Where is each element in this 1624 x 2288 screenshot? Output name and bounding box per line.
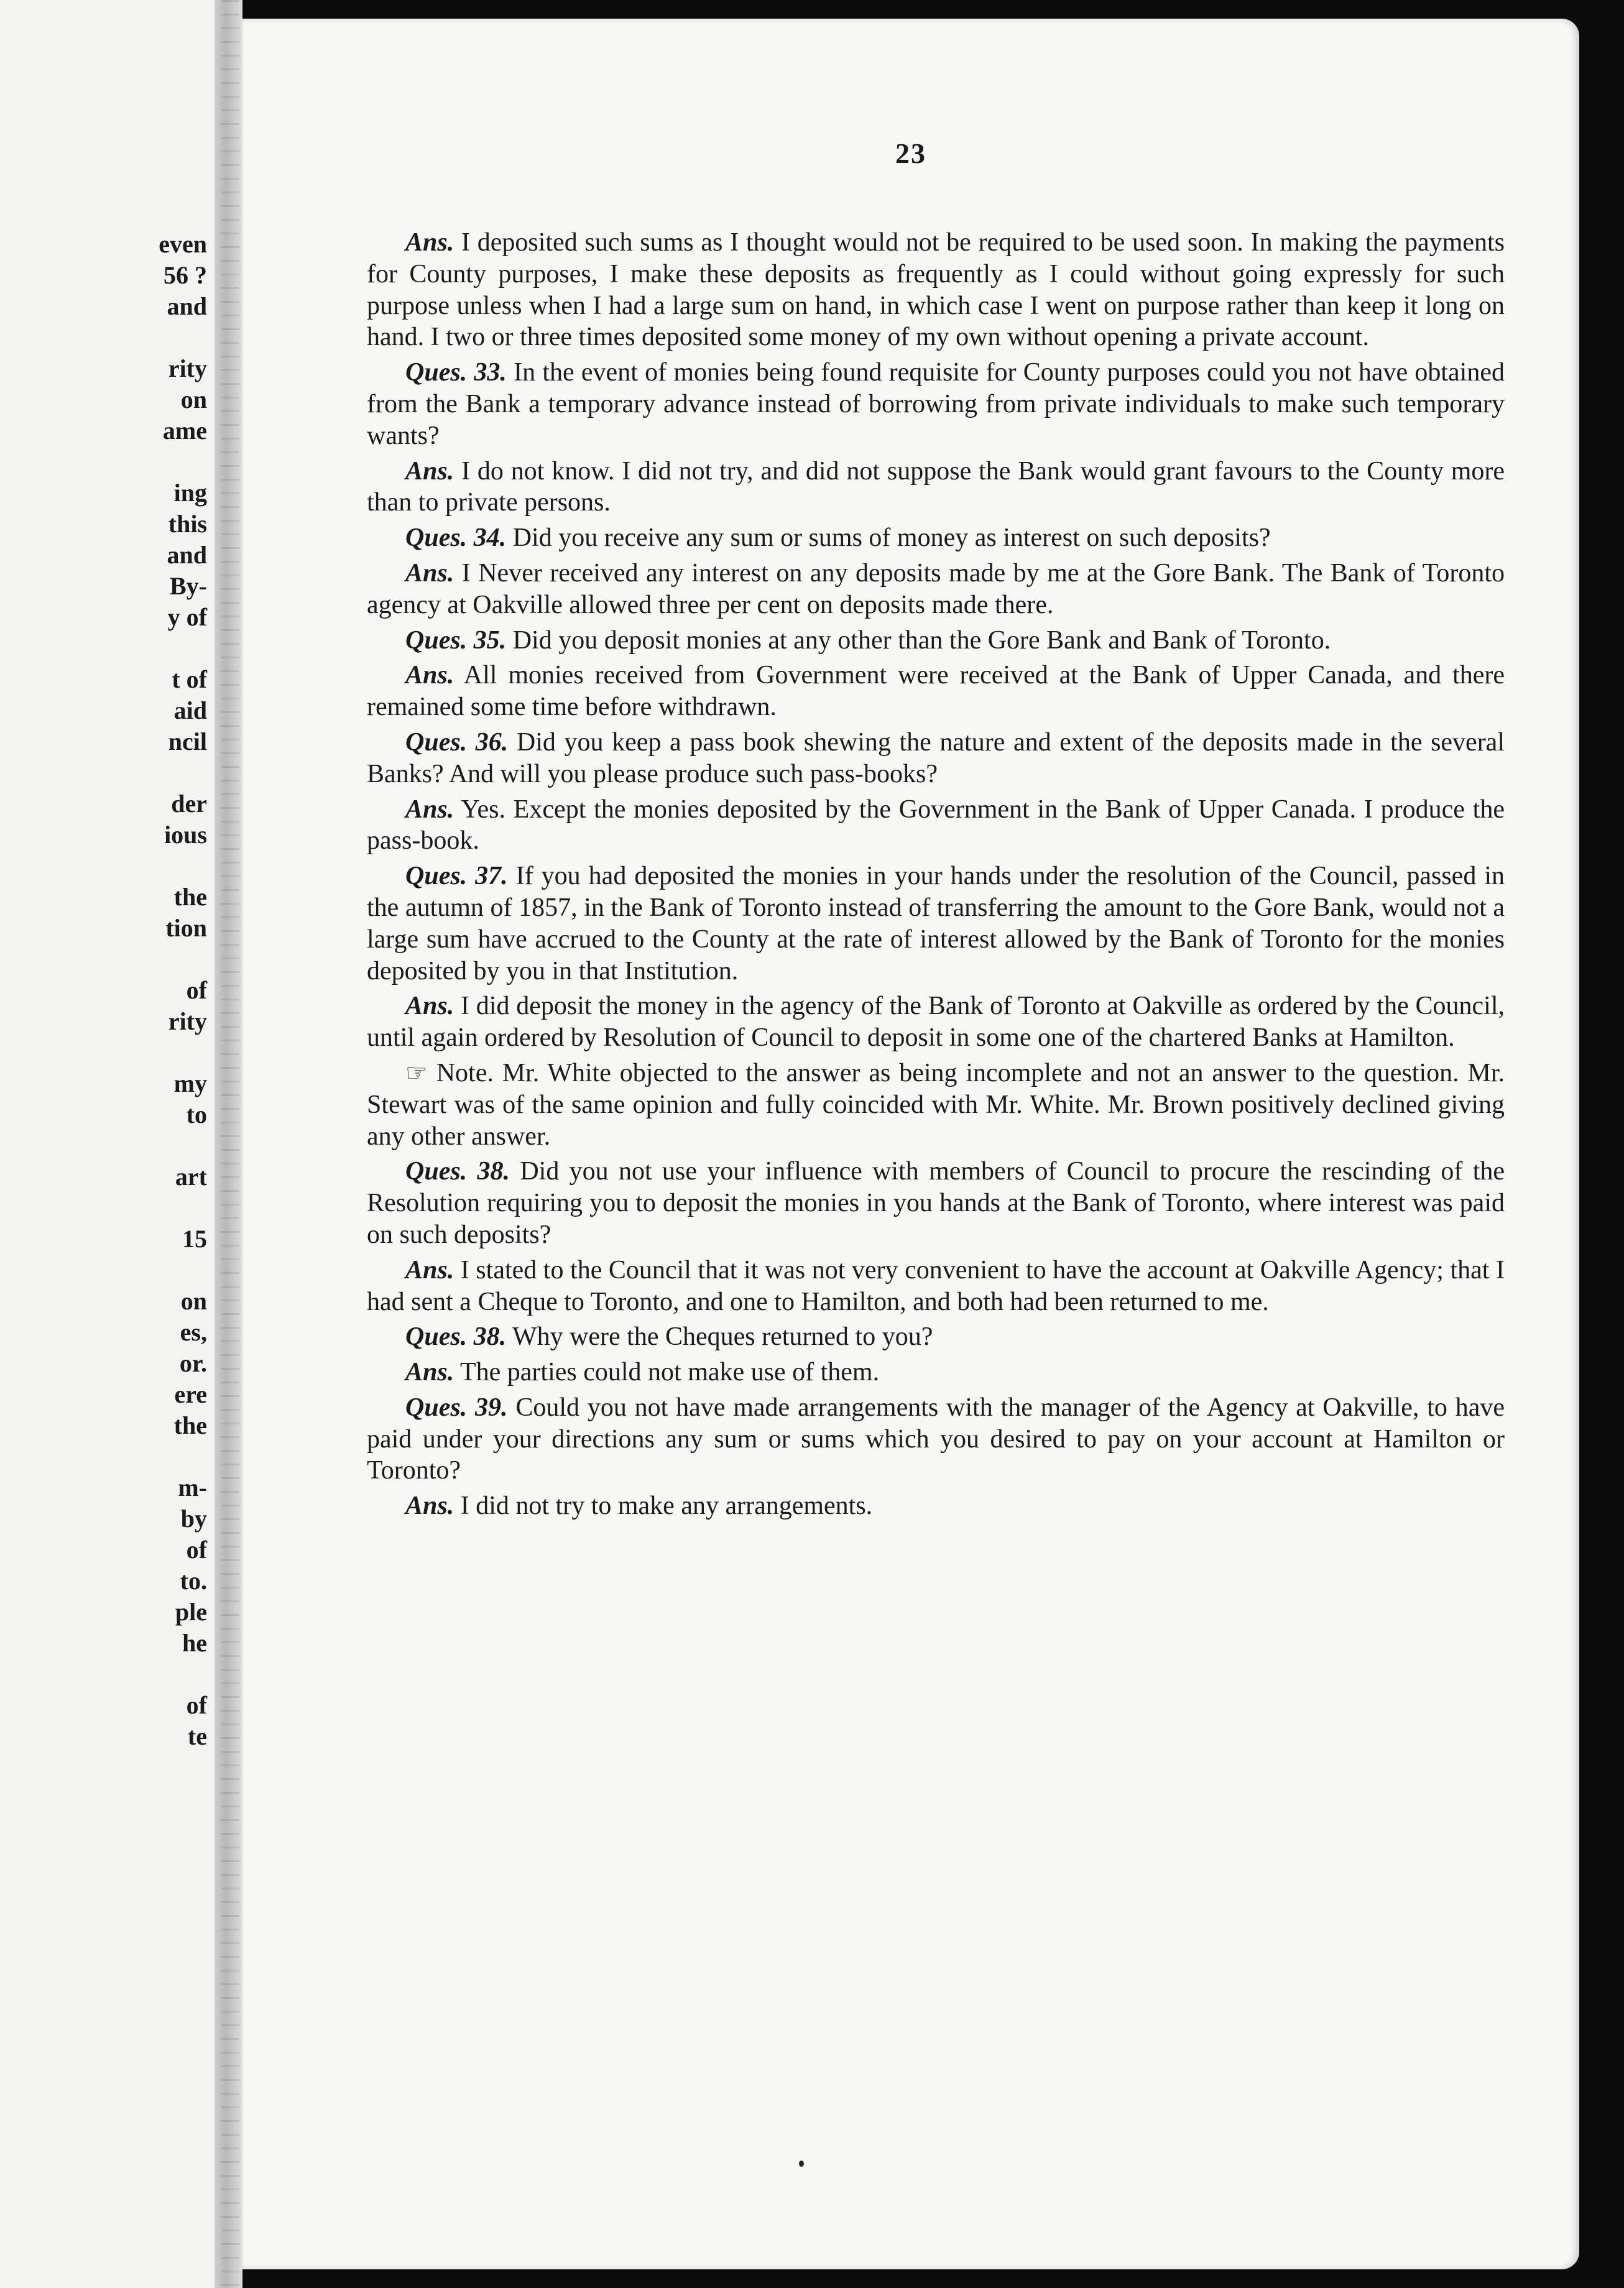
facing-page-fragment: te <box>187 1722 207 1750</box>
binding-marks <box>221 0 239 2288</box>
facing-page-fragment: By- <box>170 572 207 600</box>
pointing-hand-icon: ☞ <box>405 1058 428 1087</box>
paragraph-text: Why were the Cheques returned to you? <box>512 1322 933 1352</box>
paragraph-lead: Ques. 35. <box>405 625 507 655</box>
ink-spot <box>799 2161 804 2167</box>
facing-page-fragment: to. <box>180 1567 207 1595</box>
paragraph-lead: Ans. <box>405 558 454 588</box>
facing-page-fragment: rity <box>168 1007 207 1035</box>
paragraph-text: Did you keep a pass book shewing the nature and extent of the deposits made in the several Banks? And will you please produce such pass-books? <box>367 727 1505 788</box>
paragraph-ques-39 <box>367 1392 1505 1487</box>
paragraph-lead: Ans. <box>405 1358 454 1387</box>
paragraph-ques-38a <box>367 1156 1505 1250</box>
facing-page-fragment <box>120 1130 207 1161</box>
paragraph-ques-34 <box>367 522 1505 554</box>
paragraph-text: I do not know. I did not try, and did not suppose the Bank would grant favours to the County more than to private persons. <box>367 456 1505 517</box>
facing-page-fragment: art <box>175 1163 207 1191</box>
paragraph-note <box>367 1058 1505 1152</box>
paragraph-text: The parties could not make use of them. <box>459 1358 880 1387</box>
facing-page-fragment <box>120 322 207 353</box>
facing-page-fragment: to <box>186 1100 207 1128</box>
facing-page-fragment: ple <box>175 1598 207 1626</box>
facing-page-fragment: ame <box>162 417 207 445</box>
facing-page-fragment: rity <box>168 354 207 382</box>
facing-page-fragment: of <box>186 1536 207 1564</box>
paragraph-ques-37 <box>367 860 1505 987</box>
facing-page-fragment <box>120 1441 207 1472</box>
paragraph-ans-33 <box>367 456 1505 519</box>
paragraph-ans-36 <box>367 794 1505 857</box>
facing-page-fragment: 15 <box>182 1225 207 1253</box>
paragraph-lead: Ques. 39. <box>405 1393 508 1422</box>
paragraph-ans-37 <box>367 990 1505 1054</box>
paragraph-text: Yes. Except the monies deposited by the Government in the Bank of Upper Canada. I produce the pass-book. <box>367 795 1505 856</box>
paragraph-lead: Ans. <box>405 661 454 690</box>
paragraph-ques-35 <box>367 625 1505 657</box>
facing-page-fragment: y of <box>167 603 207 631</box>
facing-page-fragment: tion <box>165 914 207 942</box>
paragraph-text: I did not try to make any arrangements. <box>460 1492 873 1521</box>
paragraph-lead: Ans. <box>405 1492 454 1521</box>
paragraph-text: If you had deposited the monies in your hands under the resolution of the Council, passed in the autumn of 1857, in the Bank of Toronto instead of transferring the amount to the Gore Bank, would not a large sum have accrued to the County at the rate of interest allowed by the Bank of Toronto for the monies deposited by you in that Institution. <box>367 862 1505 985</box>
paragraph-text: I deposited such sums as I thought would not be required to be used soon. In making the payments for County purposes, I make these deposits as frequently as I could without going expressly for such purpose unless when I had a large sum on hand, in which case I went on purpose rather than keep it long on hand. I two or three times deposited some money of my own without opening a private account. <box>367 228 1505 352</box>
facing-page-fragment: the <box>173 1411 207 1439</box>
facing-page-fragment: the <box>173 883 207 911</box>
paragraph-text: Could you not have made arrangements with the manager of the Agency at Oakville, to have paid under your directions any sum or sums which you desired to pay on your account at Hamilton or Toronto? <box>367 1393 1505 1485</box>
page-body <box>367 227 1505 1526</box>
facing-page-edge <box>0 0 215 2288</box>
facing-page-fragment: this <box>168 510 207 538</box>
paragraph-lead: Ans. <box>405 228 454 257</box>
facing-page-fragment: der <box>171 790 207 818</box>
facing-page-fragment: ious <box>164 821 207 849</box>
page-number: 23 <box>895 137 926 169</box>
facing-page-fragment <box>120 633 207 664</box>
facing-page-fragment: by <box>180 1505 207 1533</box>
facing-page-fragment: ing <box>173 479 207 507</box>
paragraph-text: All monies received from Government were received at the Bank of Upper Canada, and there remained some time before withdrawn. <box>367 661 1505 722</box>
facing-page-fragment: my <box>173 1069 207 1097</box>
facing-page-fragment: t of <box>172 665 207 693</box>
facing-page-fragment: on <box>180 385 207 413</box>
paragraph-ans-35 <box>367 660 1505 723</box>
facing-page-fragment: or. <box>179 1349 207 1377</box>
paragraph-lead: Ans. <box>405 456 454 486</box>
facing-page-fragment: he <box>182 1629 207 1657</box>
paragraph-ques-38b <box>367 1321 1505 1353</box>
facing-page-fragment <box>120 1037 207 1068</box>
facing-page-fragment: aid <box>173 696 207 724</box>
paragraph-text: Did you deposit monies at any other than the Gore Bank and Bank of Toronto. <box>512 625 1331 655</box>
paragraph-lead: Ans. <box>405 795 454 824</box>
facing-page-fragment: 56 ? <box>164 261 207 289</box>
facing-page-text-fragments <box>120 229 207 1752</box>
facing-page-fragment: even <box>159 230 207 258</box>
facing-page-fragment <box>120 1659 207 1690</box>
facing-page-fragment <box>120 944 207 975</box>
paragraph-text: In the event of monies being found requisite for County purposes could you not have obtained from the Bank a temporary advance instead of borrowing from private individuals to make such temporary wants? <box>367 358 1505 450</box>
paragraph-lead: Ques. 34. <box>405 524 507 553</box>
paragraph-text: I Never received any interest on any deposits made by me at the Gore Bank. The Bank of Toronto agency at Oakville allowed three per cent on deposits made there. <box>367 558 1505 619</box>
paragraph-lead: Ans. <box>405 1255 454 1285</box>
paragraph-ques-36 <box>367 727 1505 790</box>
facing-page-fragment: of <box>186 1691 207 1719</box>
paragraph-lead: Ques. 38. <box>405 1157 510 1186</box>
facing-page-fragment: and <box>167 292 207 320</box>
paragraph-text: Did you receive any sum or sums of money as interest on such deposits? <box>512 524 1271 553</box>
paragraph-text: I stated to the Council that it was not very convenient to have the account at Oakville Agency; that I had sent a Cheque to Toronto, and one to Hamilton, and both had been returned to me. <box>367 1255 1505 1316</box>
facing-page-fragment: of <box>186 976 207 1004</box>
facing-page-fragment: es, <box>180 1318 207 1346</box>
paragraph-lead: Ans. <box>405 992 454 1021</box>
paragraph-ans-39 <box>367 1490 1505 1522</box>
paragraph-lead: Ques. 38. <box>405 1322 507 1352</box>
facing-page-fragment <box>120 446 207 477</box>
facing-page-fragment <box>120 851 207 882</box>
paragraph-ans-1 <box>367 227 1505 353</box>
facing-page-fragment: ere <box>174 1380 207 1408</box>
facing-page-fragment <box>120 1192 207 1224</box>
facing-page-fragment <box>120 757 207 788</box>
paragraph-text: I did deposit the money in the agency of the Bank of Toronto at Oakville as ordered by the Council, until again ordered by Resolution of Council to deposit in some one of the chartered Banks at Hamilton. <box>367 992 1505 1053</box>
paragraph-ques-33 <box>367 357 1505 451</box>
paragraph-lead: Ques. 36. <box>405 727 509 757</box>
facing-page-fragment: and <box>167 541 207 569</box>
paragraph-lead: Ques. 37. <box>405 862 508 891</box>
facing-page-fragment: on <box>180 1287 207 1315</box>
paragraph-ans-38b <box>367 1357 1505 1388</box>
facing-page-fragment: m- <box>178 1474 207 1502</box>
paragraph-ans-38a <box>367 1255 1505 1318</box>
paragraph-text: Did you not use your influence with members of Council to procure the rescinding of the Resolution requiring you to deposit the monies in you hands at the Bank of Toronto, where interest was paid on such deposits? <box>367 1157 1505 1249</box>
facing-page-fragment: ncil <box>168 727 207 755</box>
document-page <box>242 19 1579 2269</box>
facing-page-fragment <box>120 1255 207 1286</box>
paragraph-lead: Ques. 33. <box>405 358 507 387</box>
paragraph-ans-34 <box>367 558 1505 621</box>
paragraph-text: Note. Mr. White objected to the answer as being incomplete and not an answer to the question. Mr. Stewart was of the same opinion and fully coincided with Mr. White. Mr. Brown positively declined giving any other answer. <box>367 1058 1505 1151</box>
